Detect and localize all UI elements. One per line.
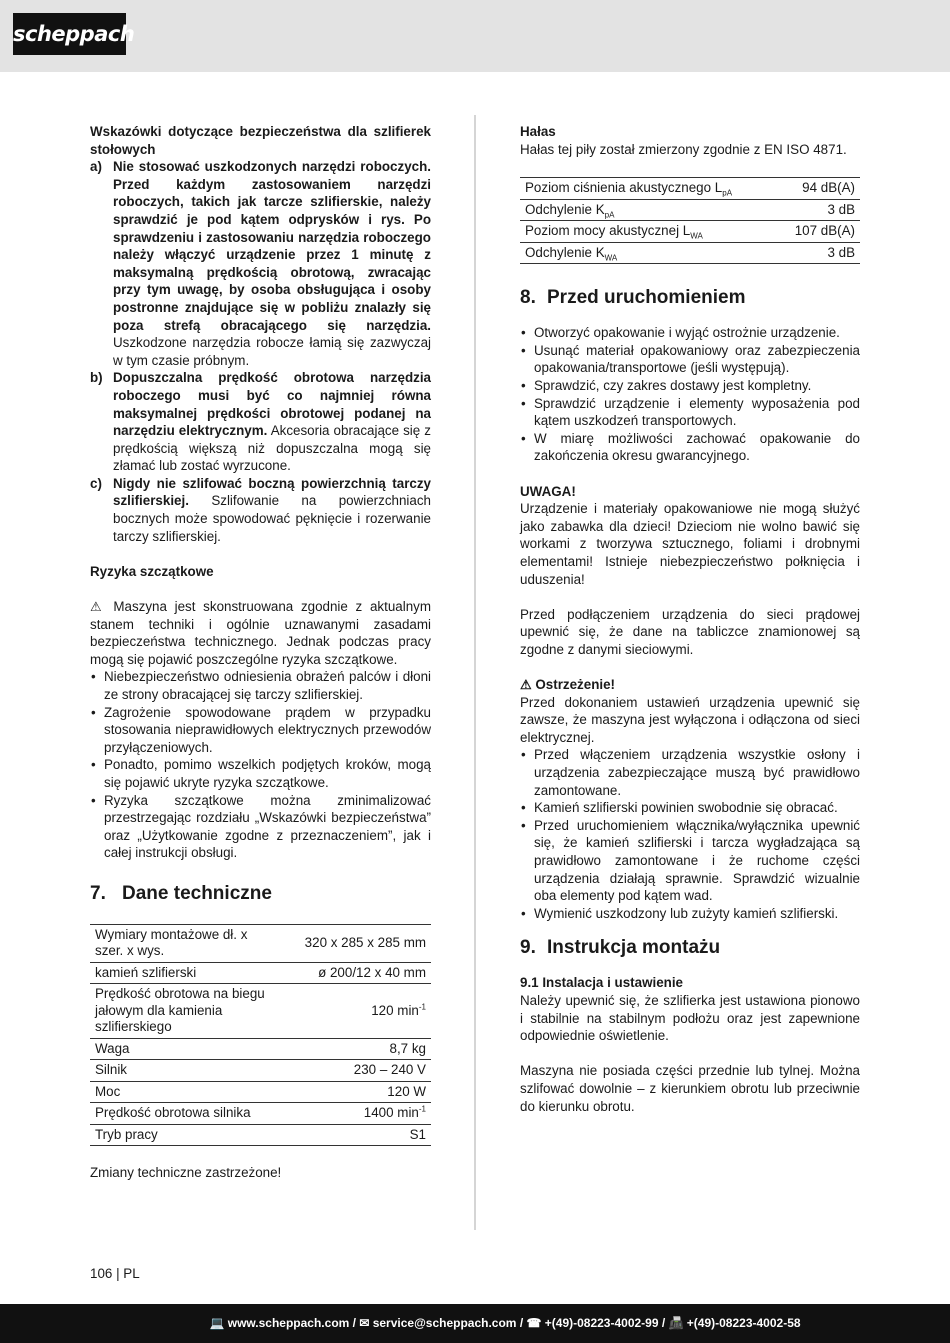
table-cell-value: 120 W <box>274 1081 431 1103</box>
right-column <box>520 123 860 1115</box>
table-cell-label: Silnik <box>90 1060 274 1082</box>
table-cell-label <box>520 242 777 264</box>
table-row <box>90 1103 431 1125</box>
table-cell-label: Prędkość obrotowa silnika <box>90 1103 274 1125</box>
subscript: pA <box>604 210 615 220</box>
subsection-9-1-text: Należy upewnić się, że szlifierka jest ustawiona pionowo i stabilnie na stabilnym podłożu oraz jest zapewnione odpowiednie oświetlenie. <box>520 992 860 1044</box>
item-normal: Akcesoria obracające się z prędkością większą niż dopuszczalna mogą się złamać lub zostać wyrzucone. <box>113 423 431 474</box>
table-row <box>520 199 860 221</box>
section-number: 7. <box>90 882 106 904</box>
subscript: WA <box>690 231 703 241</box>
label-text: Odchylenie K <box>525 244 605 260</box>
table-cell-value: S1 <box>274 1124 431 1146</box>
item-text <box>113 158 431 369</box>
noise-title: Hałas <box>520 124 556 139</box>
table-row <box>520 178 860 200</box>
warning-list <box>520 746 860 922</box>
list-item: • Zagrożenie spowodowane prądem w przypadku stosowania nieprawidłowych elektrycznych przewodów przyłączeniowych. <box>90 704 431 757</box>
table-row <box>90 924 431 962</box>
residual-list <box>90 668 431 862</box>
item-normal: Szlifowanie na powierzchniach bocznych może spowodować pęknięcie i rozerwanie tarczy szlifierskiej. <box>113 493 431 544</box>
table-row <box>90 984 431 1039</box>
table-cell-label: Prędkość obrotowa na biegu jałowym dla kamienia szlifierskiego <box>90 984 274 1039</box>
noise-table <box>520 177 860 264</box>
table-cell-value <box>274 1103 431 1125</box>
section-7-heading <box>90 882 431 906</box>
item-bold: Nigdy nie szlifować boczną powierzchnią tarczy szlifierskiej. <box>113 475 431 509</box>
section-title: Instrukcja montażu <box>547 937 721 959</box>
table-cell-label <box>520 178 777 200</box>
table-cell-value: 3 dB <box>777 242 860 264</box>
list-item: • Niebezpieczeństwo odniesienia obrażeń palców i dłoni ze strony obracającej się tarczy szlifierskiej. <box>90 668 431 703</box>
table-row <box>90 1124 431 1146</box>
list-item: • Przed uruchomieniem włącznika/wyłącznika upewnić się, że kamień szlifierski i tarcza wygładzająca są prawidłowo zamontowane i że ruchome części urządzenia działają sprawnie. Sprawdzić wizualnie oba elementy pod kątem wad. <box>520 817 860 905</box>
list-item: • Otworzyć opakowanie i wyjąć ostrożnie urządzenie. <box>520 324 860 342</box>
table-row <box>90 1081 431 1103</box>
item-label: b) <box>90 370 103 386</box>
superscript: -1 <box>418 1002 426 1012</box>
section-title: Przed uruchomieniem <box>547 287 746 309</box>
list-item: • Usunąć materiał opakowaniowy oraz zabezpieczenia opakowania/transportowe (jeśli występują). <box>520 342 860 377</box>
item-label: a) <box>90 159 102 175</box>
list-item: • Przed włączeniem urządzenia wszystkie osłony i urządzenia zabezpieczające muszą być prawidłowo zamontowane. <box>520 746 860 799</box>
brand-logo: scheppach <box>13 13 126 55</box>
item-bold: Nie stosować uszkodzonych narzędzi roboczych. Przed każdym zastosowaniem narzędzi roboczych, takich jak tarcze szlifierskie, należy sprawdzić je pod kątem odprysków i rys. Po sprawdzeniu i zastosowaniu narzędzia roboczego należy włączyć urządzenie przez 1 minutę z maksymalną prędkością obrotową, zwracając przy tym uwagę, by osoba obsługująca i osoby postronne znajdujące się w pobliżu znalazły się poza strefą obracającego się narzędzia. <box>113 159 431 333</box>
safety-item <box>90 158 431 369</box>
list-item: • Sprawdzić, czy zakres dostawy jest kompletny. <box>520 377 860 395</box>
label-text: Odchylenie K <box>525 201 605 217</box>
residual-intro <box>90 598 431 668</box>
section-9-heading <box>520 936 860 960</box>
label-text: Poziom mocy akustycznej L <box>525 223 691 239</box>
list-item: • Sprawdzić urządzenie i elementy wyposażenia pod kątem uszkodzeń transportowych. <box>520 395 860 430</box>
label-text: Poziom ciśnienia akustycznego L <box>525 180 723 196</box>
table-cell-value: 230 – 240 V <box>274 1060 431 1082</box>
item-text <box>113 475 431 545</box>
footer-bar <box>0 1304 950 1343</box>
table-cell-value: ø 200/12 x 40 mm <box>274 962 431 984</box>
table-cell-value: 94 dB(A) <box>777 178 860 200</box>
section-title: Dane techniczne <box>122 882 272 904</box>
left-column <box>90 123 431 1182</box>
list-item: • W miarę możliwości zachować opakowanie do zakończenia okresu gwarancyjnego. <box>520 430 860 465</box>
residual-intro-text: Maszyna jest skonstruowana zgodnie z aktualnym stanem techniki i ogólnie uznawanymi zasadami bezpieczeństwa technicznego. Jednak podczas pracy mogą się pojawić poszczególne ryzyka szczątkowe. <box>90 599 431 667</box>
warning-title-text: Ostrzeżenie! <box>531 677 616 693</box>
tech-data-table <box>90 924 431 1147</box>
table-cell-value: 320 x 285 x 285 mm <box>274 924 431 962</box>
safety-title: Wskazówki dotyczące bezpieczeństwa dla szlifierek stołowych <box>90 124 431 157</box>
item-normal: Uszkodzone narzędzia robocze łamią się zazwyczaj w tym czasie próbnym. <box>113 335 431 368</box>
table-cell-label: Waga <box>90 1038 274 1060</box>
section-8-list <box>520 324 860 465</box>
table-row <box>90 962 431 984</box>
table-cell-value: 107 dB(A) <box>777 221 860 243</box>
table-cell-label <box>520 199 777 221</box>
uwaga-text: Urządzenie i materiały opakowaniowe nie mogą służyć jako zabawka dla dzieci! Dzieciom nie wolno bawić się workami z tworzywa sztucznego, foliami i drobnymi elementami! Istnieje niebezpieczeństwo połknięcia i uduszenia! <box>520 501 860 587</box>
section-number: 9. <box>520 937 536 959</box>
table-cell-value: 3 dB <box>777 199 860 221</box>
subsection-9-1-text-2: Maszyna nie posiada części przednie lub tylnej. Można szlifować dowolnie – z kierunkiem obrotu lub przeciwnie do kierunku obrotu. <box>520 1063 860 1114</box>
table-cell-label: Moc <box>90 1081 274 1103</box>
section-number: 8. <box>520 287 536 309</box>
changes-note: Zmiany techniczne zastrzeżone! <box>90 1165 282 1181</box>
page-number: 106 | PL <box>90 1266 140 1281</box>
list-item: • Ponadto, pomimo wszelkich podjętych kroków, mogą się pojawić ukryte ryzyka szczątkowe. <box>90 756 431 791</box>
connect-text: Przed podłączeniem urządzenia do sieci prądowej upewnić się, że dane na tabliczce znamionowej są zgodne z danymi sieciowymi. <box>520 606 860 657</box>
table-row <box>520 221 860 243</box>
noise-text: Hałas tej piły został zmierzony zgodnie z EN ISO 4871. <box>520 141 847 157</box>
contact-info: 💻 www.scheppach.com / ✉ service@scheppach.com / ☎ +(49)-08223-4002-99 / 📠 +(49)-08223-4002-58 <box>209 1316 801 1330</box>
table-cell-label: kamień szlifierski <box>90 962 274 984</box>
warning-icon: ⚠ <box>90 599 106 615</box>
table-cell-label: Wymiary montażowe dł. x szer. x wys. <box>90 924 274 962</box>
table-cell-value: 8,7 kg <box>274 1038 431 1060</box>
table-row <box>90 1038 431 1060</box>
value-text: 120 min <box>371 1002 419 1018</box>
item-text <box>113 369 431 475</box>
subscript: WA <box>604 253 618 263</box>
item-bold: Dopuszczalna prędkość obrotowa narzędzia roboczego musi być co najmniej równa maksymalnej prędkości obrotowej podanej na narzędziu elektrycznym. <box>113 370 431 439</box>
table-cell-label <box>520 221 777 243</box>
safety-item <box>90 475 431 545</box>
item-label: c) <box>90 475 102 491</box>
table-row <box>90 1060 431 1082</box>
page-number-value: 106 <box>90 1266 113 1281</box>
column-divider <box>474 115 476 1230</box>
section-8-heading <box>520 286 860 310</box>
warning-title <box>520 676 860 694</box>
subscript: pA <box>722 188 733 198</box>
table-row <box>520 242 860 264</box>
safety-item <box>90 369 431 475</box>
warning-icon: ⚠ <box>520 677 532 693</box>
language-code: PL <box>123 1266 140 1281</box>
list-item: • Kamień szlifierski powinien swobodnie się obracać. <box>520 799 860 817</box>
table-cell-label: Tryb pracy <box>90 1124 274 1146</box>
header-bar <box>0 0 950 72</box>
residual-title: Ryzyka szczątkowe <box>90 563 214 579</box>
list-item: • Ryzyka szczątkowe można zminimalizować przestrzegając rozdziału „Wskazówki bezpieczeństwa” oraz „Użytkowanie zgodne z przeznaczeniem”, jak i całej instrukcji obsługi. <box>90 792 431 862</box>
uwaga-title: UWAGA! <box>520 483 576 499</box>
subsection-9-1-title: 9.1 Instalacja i ustawienie <box>520 975 683 991</box>
superscript: -1 <box>418 1104 426 1114</box>
list-item: • Wymienić uszkodzony lub zużyty kamień szlifierski. <box>520 905 860 923</box>
table-cell-value <box>274 984 431 1039</box>
warning-text: Przed dokonaniem ustawień urządzenia upewnić się zawsze, że maszyna jest wyłączona i odłączona od sieci elektrycznej. <box>520 694 860 745</box>
value-text: 1400 min <box>363 1105 419 1121</box>
